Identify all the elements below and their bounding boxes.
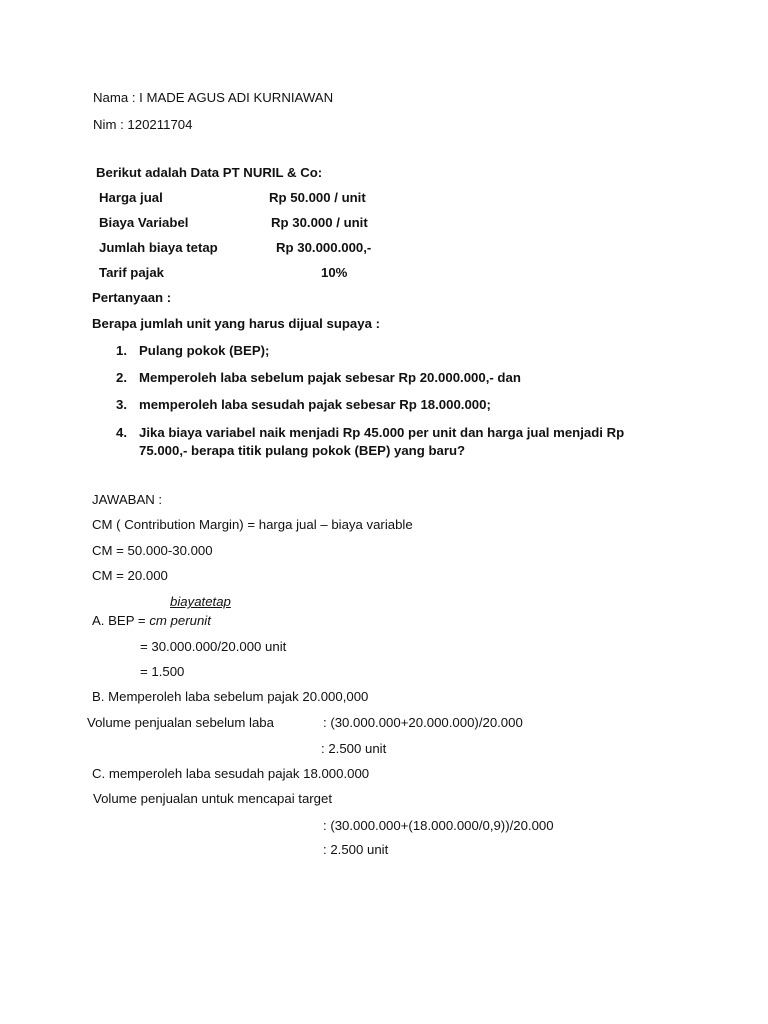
part-c-result: : 2.500 unit (323, 842, 389, 857)
question-3-text: memperoleh laba sesudah pajak sebesar Rp 18.000.000; (139, 397, 491, 412)
part-c-calculation: : (30.000.000+(18.000.000/0,9))/20.000 (323, 818, 554, 833)
data-label-harga-jual: Harga jual (99, 190, 163, 205)
part-b-calculation: : (30.000.000+20.000.000)/20.000 (323, 715, 523, 730)
question-1-text: Pulang pokok (BEP); (139, 343, 270, 358)
cm-definition: CM ( Contribution Margin) = harga jual – biaya variable (92, 517, 413, 532)
bep-numerator: biayatetap (170, 594, 231, 609)
question-2-number: 2. (116, 370, 127, 385)
part-b-label: Volume penjualan sebelum laba (87, 715, 274, 730)
question-4-text-continued: 75.000,- berapa titik pulang pokok (BEP) yang baru? (139, 443, 466, 458)
data-value-tarif-pajak: 10% (321, 265, 348, 280)
data-value-harga-jual: Rp 50.000 / unit (269, 190, 366, 205)
questions-heading: Pertanyaan : (92, 290, 172, 305)
data-label-biaya-variabel: Biaya Variabel (99, 215, 189, 230)
bep-formula (92, 612, 211, 630)
data-intro: Berikut adalah Data PT NURIL & Co: (96, 165, 323, 180)
cm-result: CM = 20.000 (92, 568, 168, 583)
questions-prompt: Berapa jumlah unit yang harus dijual supaya : (92, 316, 380, 331)
bep-result: = 1.500 (140, 664, 185, 679)
data-value-biaya-tetap: Rp 30.000.000,- (276, 240, 372, 255)
question-2-text: Memperoleh laba sebelum pajak sebesar Rp 20.000.000,- dan (139, 370, 521, 385)
part-c-title: C. memperoleh laba sesudah pajak 18.000.000 (92, 766, 370, 781)
question-3-number: 3. (116, 397, 127, 412)
data-label-biaya-tetap: Jumlah biaya tetap (99, 240, 218, 255)
part-b-title: B. Memperoleh laba sebelum pajak 20.000,000 (92, 689, 369, 704)
question-1-number: 1. (116, 343, 127, 358)
bep-denominator: cm perunit (149, 613, 211, 628)
question-4-number: 4. (116, 425, 127, 440)
cm-calculation: CM = 50.000-30.000 (92, 543, 213, 558)
part-b-result: : 2.500 unit (321, 741, 387, 756)
question-4-text: Jika biaya variabel naik menjadi Rp 45.000 per unit dan harga jual menjadi Rp (139, 425, 625, 440)
answers-heading: JAWABAN : (92, 492, 163, 507)
data-value-biaya-variabel: Rp 30.000 / unit (271, 215, 368, 230)
bep-label: A. BEP = (92, 613, 150, 628)
bep-calculation: = 30.000.000/20.000 unit (140, 639, 287, 654)
part-c-label: Volume penjualan untuk mencapai target (93, 791, 333, 806)
student-nim: Nim : 120211704 (93, 117, 193, 132)
data-label-tarif-pajak: Tarif pajak (99, 265, 164, 280)
student-name: Nama : I MADE AGUS ADI KURNIAWAN (93, 90, 334, 105)
